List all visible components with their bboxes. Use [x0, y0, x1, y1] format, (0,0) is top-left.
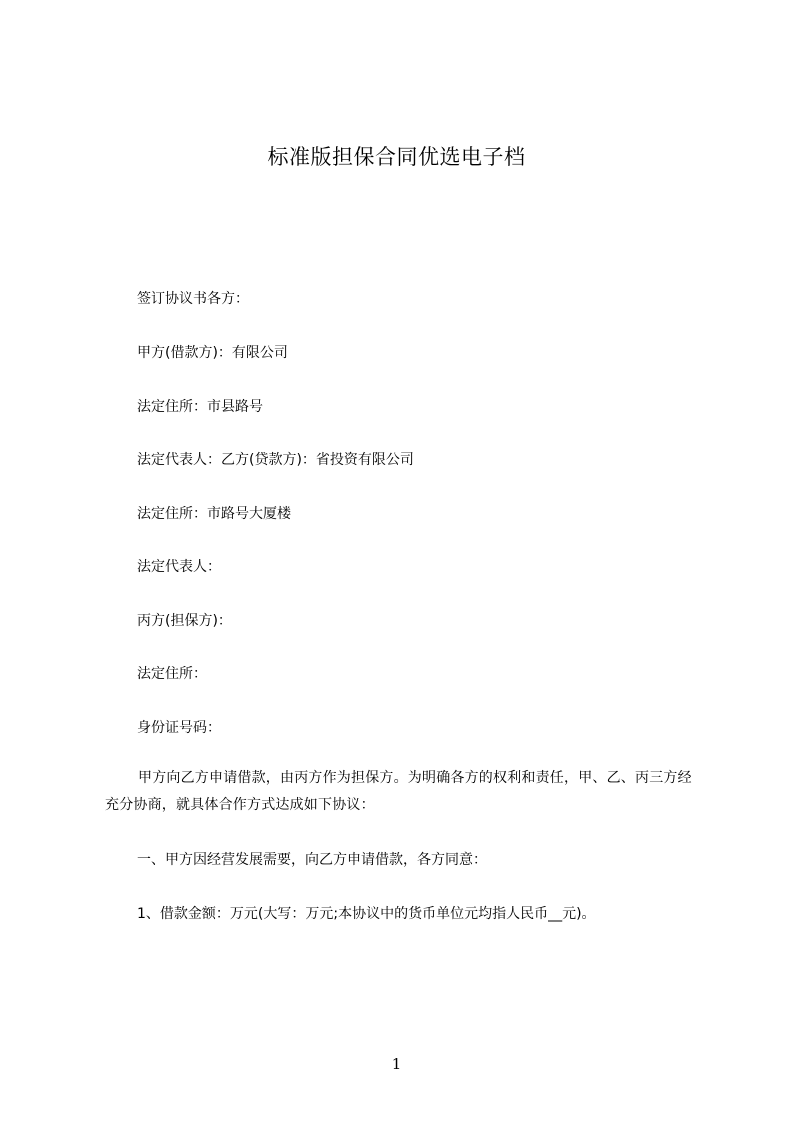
party-c-guarantor: 丙方(担保方)：	[137, 613, 232, 629]
agreement-preamble: 甲方向乙方申请借款，由丙方作为担保方。为明确各方的权利和责任，甲、乙、丙三方经充分协商，就具体合作方式达成如下协议：	[105, 770, 692, 813]
section-one-heading: 一、甲方因经营发展需要，向乙方申请借款，各方同意：	[137, 852, 487, 868]
party-b-address: 法定住所：市路号大厦楼	[137, 506, 291, 522]
party-a-address: 法定住所：市县路号	[137, 399, 263, 415]
party-a-representative-and-party-b: 法定代表人：乙方(贷款方)：省投资有限公司	[137, 452, 414, 468]
party-c-address: 法定住所：	[137, 666, 207, 682]
parties-intro: 签订协议书各方：	[137, 291, 249, 307]
party-c-id-number: 身份证号码：	[137, 720, 221, 736]
document-title: 标准版担保合同优选电子档	[267, 145, 526, 169]
party-b-representative: 法定代表人：	[137, 559, 221, 575]
page-number: 1	[391, 1055, 402, 1073]
party-a-borrower: 甲方(借款方)：有限公司	[137, 345, 288, 361]
clause-loan-amount: 1、借款金额：万元(大写：万元;本协议中的货币单位元均指人民币__元)。	[137, 906, 596, 922]
